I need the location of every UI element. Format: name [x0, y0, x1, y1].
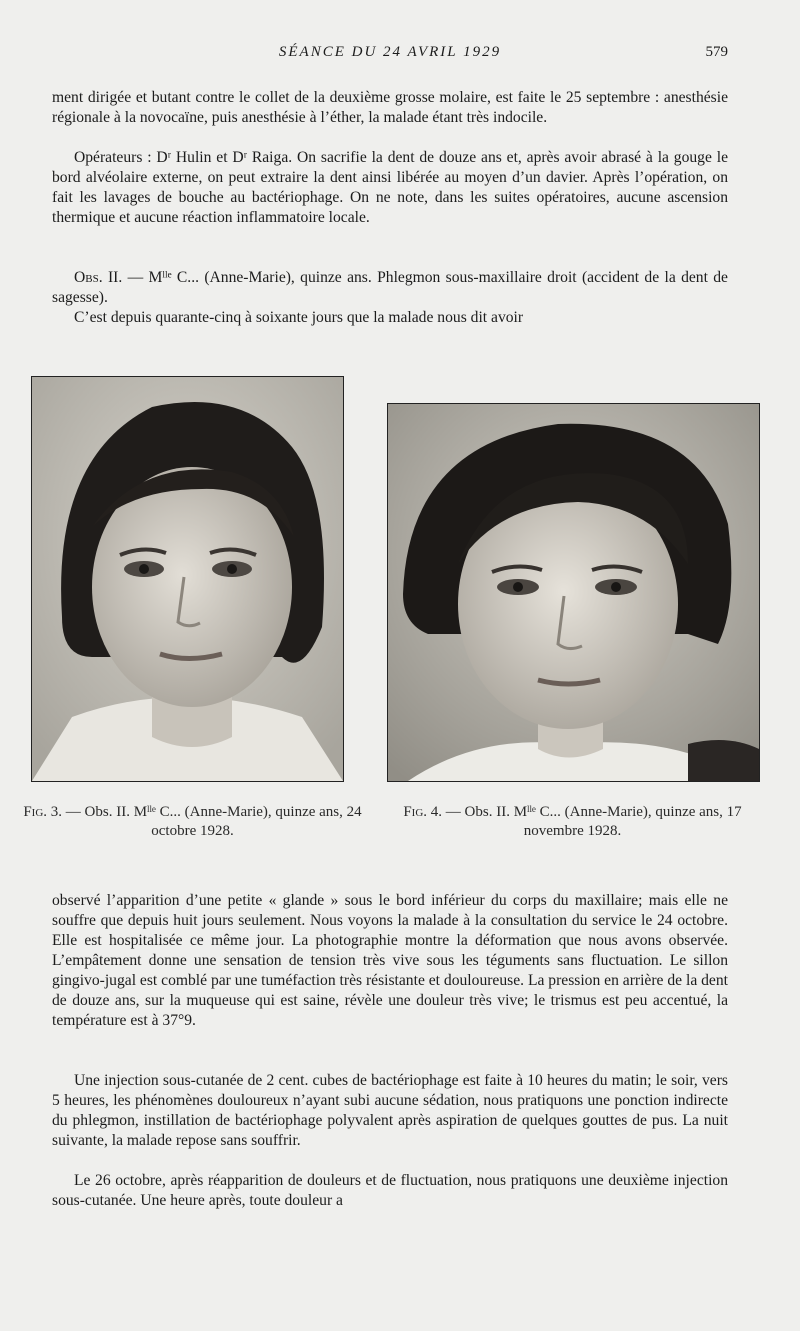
paragraph-continuation: ment dirigée et butant contre le collet de la deuxième grosse molaire, est faite le 25 septembre : anesthésie régionale à la novocaïne, puis anesthésie à l’éther, la malade étant très indocile.	[52, 89, 728, 126]
paragraph-operateurs: Opérateurs : Dʳ Hulin et Dʳ Raiga. On sacrifie la dent de douze ans et, après avoir abrasé à la gouge le bord alvéolaire externe, on peut extraire la dent ainsi libérée au moyen d’un davier. Après l’opération, on fait les lavages de bouche au bactériophage. On ne note, dans les suites opératoires, aucune ascension thermique et aucune réaction inflammatoire locale.	[52, 149, 728, 226]
observation-heading-text: — Mˡˡᵉ C... (Anne-Marie), quinze ans. Phlegmon sous-maxillaire droit (accident de la dent de sagesse).	[52, 269, 728, 306]
observation-label: Obs. II.	[74, 269, 123, 286]
figure-3-label: Fig. 3.	[23, 804, 63, 820]
figure-4-caption-text: — Obs. II. Mˡˡᵉ C... (Anne-Marie), quinze ans, 17 novembre 1928.	[445, 804, 742, 839]
figure-4-caption	[400, 803, 745, 841]
paragraph-history-start: C’est depuis quarante-cinq à soixante jours que la malade nous dit avoir	[74, 309, 524, 326]
paragraph-injection: Une injection sous-cutanée de 2 cent. cubes de bactériophage est faite à 10 heures du matin; le soir, vers 5 heures, les phénomènes douloureux n’ayant subi aucune sédation, nous pratiquons une ponction indirecte du phlegmon, instillation de bactériophage polyvalent après aspiration de quelques gouttes de pus. La nuit suivante, la malade repose sans souffrir.	[52, 1072, 728, 1149]
figure-4-photo	[387, 403, 760, 782]
running-head	[52, 44, 728, 64]
figure-3-caption	[20, 803, 365, 841]
page-number: 579	[705, 44, 728, 60]
figure-4-label: Fig. 4.	[403, 804, 443, 820]
figure-3-portrait	[32, 377, 343, 781]
running-title: SÉANCE DU 24 AVRIL 1929	[278, 44, 502, 60]
paragraph-second-injection: Le 26 octobre, après réapparition de douleurs et de fluctuation, nous pratiquons une deuxième injection sous-cutanée. Une heure après, toute douleur a	[52, 1172, 728, 1209]
paragraph-clinical-description: observé l’apparition d’une petite « glande » sous le bord inférieur du corps du maxillaire; mais elle ne souffre que depuis huit jours seulement. Nous voyons la malade à la consultation du service le 24 octobre. Elle est hospitalisée ce même jour. La photographie montre la déformation que nous avons observée. L’empâtement donne une sensation de tension très vive sous les téguments sans fluctuation. Le sillon gingivo-jugal est comblé par une tuméfaction très résistante et douloureuse. La pression en arrière de la dent de douze ans, sur la muqueuse qui est saine, révèle une douleur très vive; le trismus est peu accentué, la température est à 37°9.	[52, 892, 728, 1029]
paragraph-observation-heading	[52, 268, 728, 308]
figure-4-portrait	[388, 404, 759, 781]
figure-3-photo	[31, 376, 344, 782]
figure-3-caption-text: — Obs. II. Mˡˡᵉ C... (Anne-Marie), quinze ans, 24 octobre 1928.	[65, 804, 362, 839]
